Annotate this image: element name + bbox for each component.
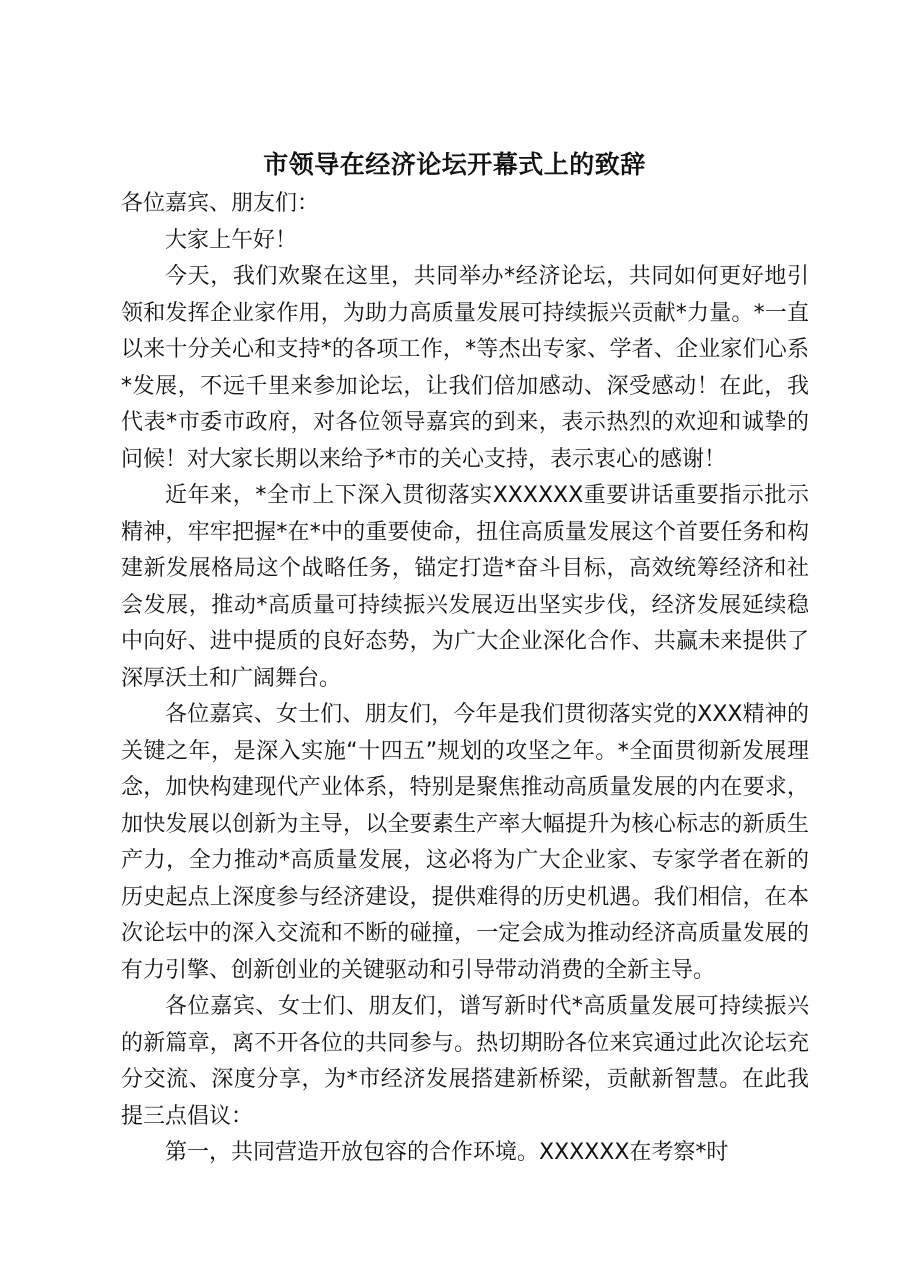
document-title: 市领导在经济论坛开幕式上的致辞 xyxy=(263,150,646,179)
salutation: 各位嘉宾、朋友们： xyxy=(121,191,320,216)
paragraph-first-proposal: 第一，共同营造开放包容的合作环境。XXXXXX在考察*时 xyxy=(165,1140,729,1165)
paragraph-welcome: 今天，我们欢聚在这里，共同举办*经济论坛，共同如何更好地引领和发挥企业家作用，为助力高质量发展可持续振兴贡献*力量。*一直以来十分关心和支持*的各项工作，*等杰出专家、学者、企业家们心系*发展，不远千里来参加论坛，让我们倍加感动、深受感动！在此，我代表*市委市政府，对各位领导嘉宾的到来，表示热烈的欢迎和诚挚的问候！对大家长期以来给予*市的关心支持，表示衷心的感谢！ xyxy=(121,264,809,472)
paragraph-this-year: 各位嘉宾、女士们、朋友们，今年是我们贯彻落实党的XXX精神的关键之年，是深入实施“十四五”规划的攻坚之年。*全面贯彻新发展理念，加快构建现代产业体系，特别是聚焦推动高质量发展的内在要求，加快发展以创新为主导，以全要素生产率大幅提升为核心标志的新质生产力，全力推动*高质量发展，这必将为广大企业家、专家学者在新的历史起点上深度参与经济建设，提供难得的历史机遇。我们相信，在本次论坛中的深入交流和不断的碰撞，一定会成为推动经济高质量发展的有力引擎、创新创业的关键驱动和引导带动消费的全新主导。 xyxy=(121,702,809,983)
document-body xyxy=(121,186,809,1172)
paragraph-greeting: 大家上午好！ xyxy=(165,227,298,253)
paragraph-proposals-intro: 各位嘉宾、女士们、朋友们，谱写新时代*高质量发展可持续振兴的新篇章，离不开各位的共同参与。热切期盼各位来宾通过此次论坛充分交流、深度分享，为*市经济发展搭建新桥梁，贡献新智慧。在此我提三点倡议： xyxy=(121,994,809,1129)
paragraph-recent-years: 近年来，*全市上下深入贯彻落实XXXXXX重要讲话重要指示批示精神，牢牢把握*在*中的重要使命，扭住高质量发展这个首要任务和构建新发展格局这个战略任务，锚定打造*奋斗目标，高效统筹经济和社会发展，推动*高质量可持续振兴发展迈出坚实步伐，经济发展延续稳中向好、进中提质的良好态势，为广大企业深化合作、共赢未来提供了深厚沃土和广阔舞台。 xyxy=(121,483,809,691)
